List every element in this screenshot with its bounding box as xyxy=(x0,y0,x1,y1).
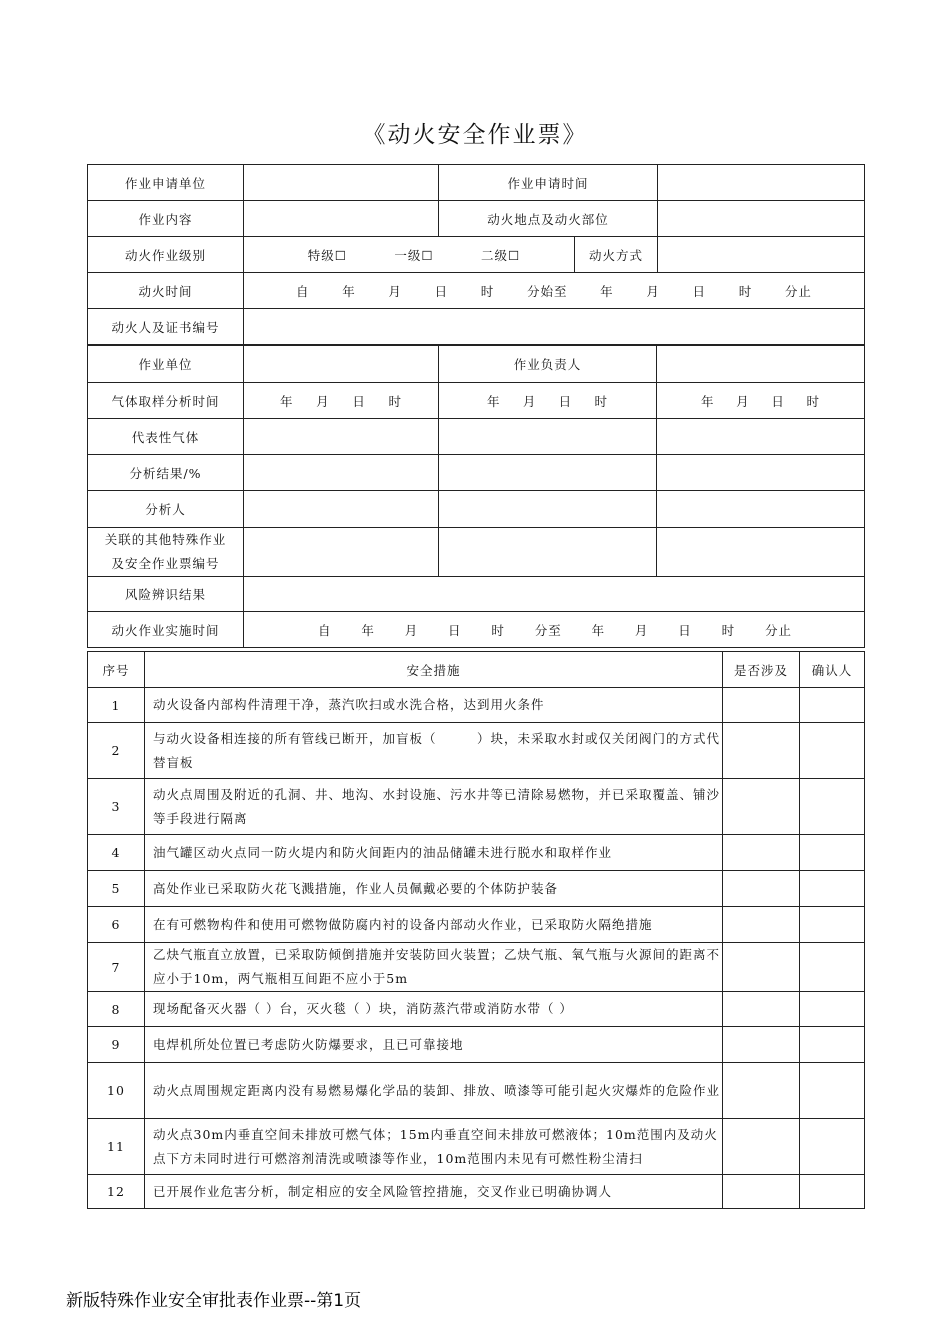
involved-cell[interactable] xyxy=(723,835,800,871)
confirm-cell[interactable] xyxy=(800,992,865,1027)
label-analyst: 分析人 xyxy=(88,491,244,528)
level-one-checkbox[interactable]: 一级☐ xyxy=(394,247,434,263)
field-rep-gas-3[interactable] xyxy=(657,419,865,455)
involved-cell[interactable] xyxy=(723,1027,800,1063)
label-result: 分析结果/% xyxy=(88,455,244,491)
impl-time-part: 月 xyxy=(634,622,649,638)
involved-cell[interactable] xyxy=(723,1119,800,1175)
row-number: 3 xyxy=(88,779,145,835)
field-method[interactable] xyxy=(658,237,865,273)
level-options xyxy=(244,237,575,273)
label-related-line1: 关联的其他特殊作业 xyxy=(104,532,227,547)
table-row xyxy=(88,835,865,871)
field-result-2[interactable] xyxy=(439,455,657,491)
impl-time-part: 月 xyxy=(404,622,419,638)
label-impl-time: 动火作业实施时间 xyxy=(88,612,244,648)
fire-time-part: 自 xyxy=(296,283,310,299)
table-row xyxy=(88,688,865,723)
measure-text: 与动火设备相连接的所有管线已断开，加盲板（ ）块，未采取水封或仅关闭阀门的方式代替盲板 xyxy=(145,723,723,779)
header-involved: 是否涉及 xyxy=(723,652,800,688)
label-gas-time: 气体取样分析时间 xyxy=(88,383,244,419)
permit-info-table xyxy=(87,164,865,345)
fire-time-field[interactable] xyxy=(244,273,865,309)
measure-text: 动火设备内部构件清理干净，蒸汽吹扫或水洗合格，达到用火条件 xyxy=(145,688,723,723)
label-person-cert: 动火人及证书编号 xyxy=(88,309,244,345)
gas-time-part: 时 xyxy=(594,393,608,409)
impl-time-part: 日 xyxy=(678,622,692,638)
measure-text: 动火点周围规定距离内没有易燃易爆化学品的装卸、排放、喷漆等可能引起火灾爆炸的危险作业 xyxy=(145,1063,723,1119)
confirm-cell[interactable] xyxy=(800,779,865,835)
field-related-1[interactable] xyxy=(244,528,439,577)
field-related-3[interactable] xyxy=(657,528,865,577)
gas-time-part: 年 xyxy=(701,393,715,409)
gas-time-part: 年 xyxy=(487,393,501,409)
page-footer: 新版特殊作业安全审批表作业票--第1页 xyxy=(66,1291,362,1311)
level-two-checkbox[interactable]: 二级☐ xyxy=(481,247,521,263)
table-row xyxy=(88,992,865,1027)
table-row xyxy=(88,779,865,835)
field-work-unit[interactable] xyxy=(244,346,439,383)
gas-time-part: 日 xyxy=(558,393,573,409)
label-related xyxy=(88,528,244,577)
confirm-cell[interactable] xyxy=(800,723,865,779)
row-number: 7 xyxy=(88,943,145,992)
table-row xyxy=(88,871,865,907)
field-rep-gas-1[interactable] xyxy=(244,419,439,455)
row-number: 4 xyxy=(88,835,145,871)
field-analyst-2[interactable] xyxy=(439,491,657,528)
involved-cell[interactable] xyxy=(723,1175,800,1209)
fire-time-part: 分始至 xyxy=(526,283,568,299)
impl-time-part: 分止 xyxy=(764,622,792,638)
confirm-cell[interactable] xyxy=(800,835,865,871)
row-number: 9 xyxy=(88,1027,145,1063)
row-number: 2 xyxy=(88,723,145,779)
field-apply-time[interactable] xyxy=(658,165,865,201)
fire-time-part: 年 xyxy=(600,283,614,299)
safety-measures-table xyxy=(87,651,865,1209)
gas-time-part: 时 xyxy=(806,393,820,409)
table-row xyxy=(88,1175,865,1209)
field-content[interactable] xyxy=(244,201,439,237)
confirm-cell[interactable] xyxy=(800,943,865,992)
involved-cell[interactable] xyxy=(723,943,800,992)
header-no: 序号 xyxy=(88,652,145,688)
gas-time-part: 月 xyxy=(736,393,750,409)
fire-time-part: 分止 xyxy=(784,283,812,299)
label-apply-unit: 作业申请单位 xyxy=(88,165,244,201)
gas-time-field-1[interactable] xyxy=(244,383,439,419)
confirm-cell[interactable] xyxy=(800,1027,865,1063)
fire-time-part: 日 xyxy=(692,283,707,299)
table-row xyxy=(88,1027,865,1063)
impl-time-part: 年 xyxy=(361,622,375,638)
field-apply-unit[interactable] xyxy=(244,165,439,201)
measure-text: 电焊机所处位置已考虑防火防爆要求，且已可靠接地 xyxy=(145,1027,723,1063)
confirm-cell[interactable] xyxy=(800,907,865,943)
gas-time-part: 日 xyxy=(352,393,366,409)
gas-time-part: 月 xyxy=(316,393,330,409)
label-related-line2: 及安全作业票编号 xyxy=(111,556,220,571)
fire-time-part: 年 xyxy=(342,283,356,299)
fire-time-part: 时 xyxy=(480,283,495,299)
label-rep-gas: 代表性气体 xyxy=(88,419,244,455)
involved-cell[interactable] xyxy=(723,779,800,835)
label-content: 作业内容 xyxy=(88,201,244,237)
label-location: 动火地点及动火部位 xyxy=(439,201,658,237)
table-row xyxy=(88,723,865,779)
fire-time-part: 日 xyxy=(434,283,449,299)
label-fire-time: 动火时间 xyxy=(88,273,244,309)
impl-time-part: 时 xyxy=(491,622,505,638)
field-result-3[interactable] xyxy=(657,455,865,491)
header-confirm: 确认人 xyxy=(800,652,865,688)
row-number: 12 xyxy=(88,1175,145,1209)
label-work-unit: 作业单位 xyxy=(88,346,244,383)
table-row xyxy=(88,1119,865,1175)
table-row xyxy=(88,943,865,992)
confirm-cell[interactable] xyxy=(800,688,865,723)
field-risk[interactable] xyxy=(244,577,865,612)
field-analyst-1[interactable] xyxy=(244,491,439,528)
measure-text: 在有可燃物构件和使用可燃物做防腐内衬的设备内部动火作业，已采取防火隔绝措施 xyxy=(145,907,723,943)
field-person-cert[interactable] xyxy=(244,309,865,345)
measure-text: 油气罐区动火点同一防火堤内和防火间距内的油品储罐未进行脱水和取样作业 xyxy=(145,835,723,871)
confirm-cell[interactable] xyxy=(800,1063,865,1119)
impl-time-part: 自 xyxy=(318,622,332,638)
gas-time-field-3[interactable] xyxy=(657,383,865,419)
involved-cell[interactable] xyxy=(723,907,800,943)
involved-cell[interactable] xyxy=(723,992,800,1027)
row-number: 5 xyxy=(88,871,145,907)
field-result-1[interactable] xyxy=(244,455,439,491)
measure-text: 现场配备灭火器（ ）台，灭火毯（ ）块，消防蒸汽带或消防水带（ ） xyxy=(145,992,723,1027)
impl-time-field[interactable] xyxy=(244,612,865,648)
impl-time-part: 时 xyxy=(721,622,736,638)
involved-cell[interactable] xyxy=(723,871,800,907)
measure-text: 已开展作业危害分析，制定相应的安全风险管控措施，交叉作业已明确协调人 xyxy=(145,1175,723,1209)
measure-text: 乙炔气瓶直立放置，已采取防倾倒措施并安装防回火装置；乙炔气瓶、氧气瓶与火源间的距离不应小于10m，两气瓶相互间距不应小于5m xyxy=(145,943,723,992)
analysis-table xyxy=(87,345,865,648)
row-number: 6 xyxy=(88,907,145,943)
row-number: 10 xyxy=(88,1063,145,1119)
gas-time-part: 时 xyxy=(388,393,402,409)
field-rep-gas-2[interactable] xyxy=(439,419,657,455)
header-measure: 安全措施 xyxy=(145,652,723,688)
field-analyst-3[interactable] xyxy=(657,491,865,528)
involved-cell[interactable] xyxy=(723,723,800,779)
label-method: 动火方式 xyxy=(575,237,658,273)
involved-cell[interactable] xyxy=(723,688,800,723)
confirm-cell[interactable] xyxy=(800,1119,865,1175)
document-title: 《动火安全作业票》 xyxy=(362,122,588,148)
fire-time-part: 时 xyxy=(738,283,753,299)
measure-text: 高处作业已采取防火花飞溅措施，作业人员佩戴必要的个体防护装备 xyxy=(145,871,723,907)
row-number: 8 xyxy=(88,992,145,1027)
level-special-checkbox[interactable]: 特级☐ xyxy=(307,247,347,263)
field-work-leader[interactable] xyxy=(657,346,865,383)
gas-time-part: 日 xyxy=(771,393,785,409)
impl-time-part: 分至 xyxy=(534,622,562,638)
field-location[interactable] xyxy=(658,201,865,237)
field-related-2[interactable] xyxy=(439,528,657,577)
fire-time-part: 月 xyxy=(646,283,660,299)
row-number: 1 xyxy=(88,688,145,723)
gas-time-part: 月 xyxy=(522,393,537,409)
impl-time-part: 日 xyxy=(448,622,462,638)
label-apply-time: 作业申请时间 xyxy=(439,165,658,201)
table-row xyxy=(88,1063,865,1119)
gas-time-part: 年 xyxy=(280,393,294,409)
label-risk: 风险辨识结果 xyxy=(88,577,244,612)
gas-time-field-2[interactable] xyxy=(439,383,657,419)
fire-time-part: 月 xyxy=(388,283,402,299)
confirm-cell[interactable] xyxy=(800,1175,865,1209)
label-work-leader: 作业负责人 xyxy=(439,346,657,383)
measure-text: 动火点30m内垂直空间未排放可燃气体；15m内垂直空间未排放可燃液体；10m范围内及动火点下方未同时进行可燃溶剂清洗或喷漆等作业，10m范围内未见有可燃性粉尘清扫 xyxy=(145,1119,723,1175)
label-level: 动火作业级别 xyxy=(88,237,244,273)
impl-time-part: 年 xyxy=(591,622,606,638)
measure-text: 动火点周围及附近的孔洞、井、地沟、水封设施、污水井等已清除易燃物，并已采取覆盖、铺沙等手段进行隔离 xyxy=(145,779,723,835)
row-number: 11 xyxy=(88,1119,145,1175)
confirm-cell[interactable] xyxy=(800,871,865,907)
involved-cell[interactable] xyxy=(723,1063,800,1119)
table-row xyxy=(88,907,865,943)
